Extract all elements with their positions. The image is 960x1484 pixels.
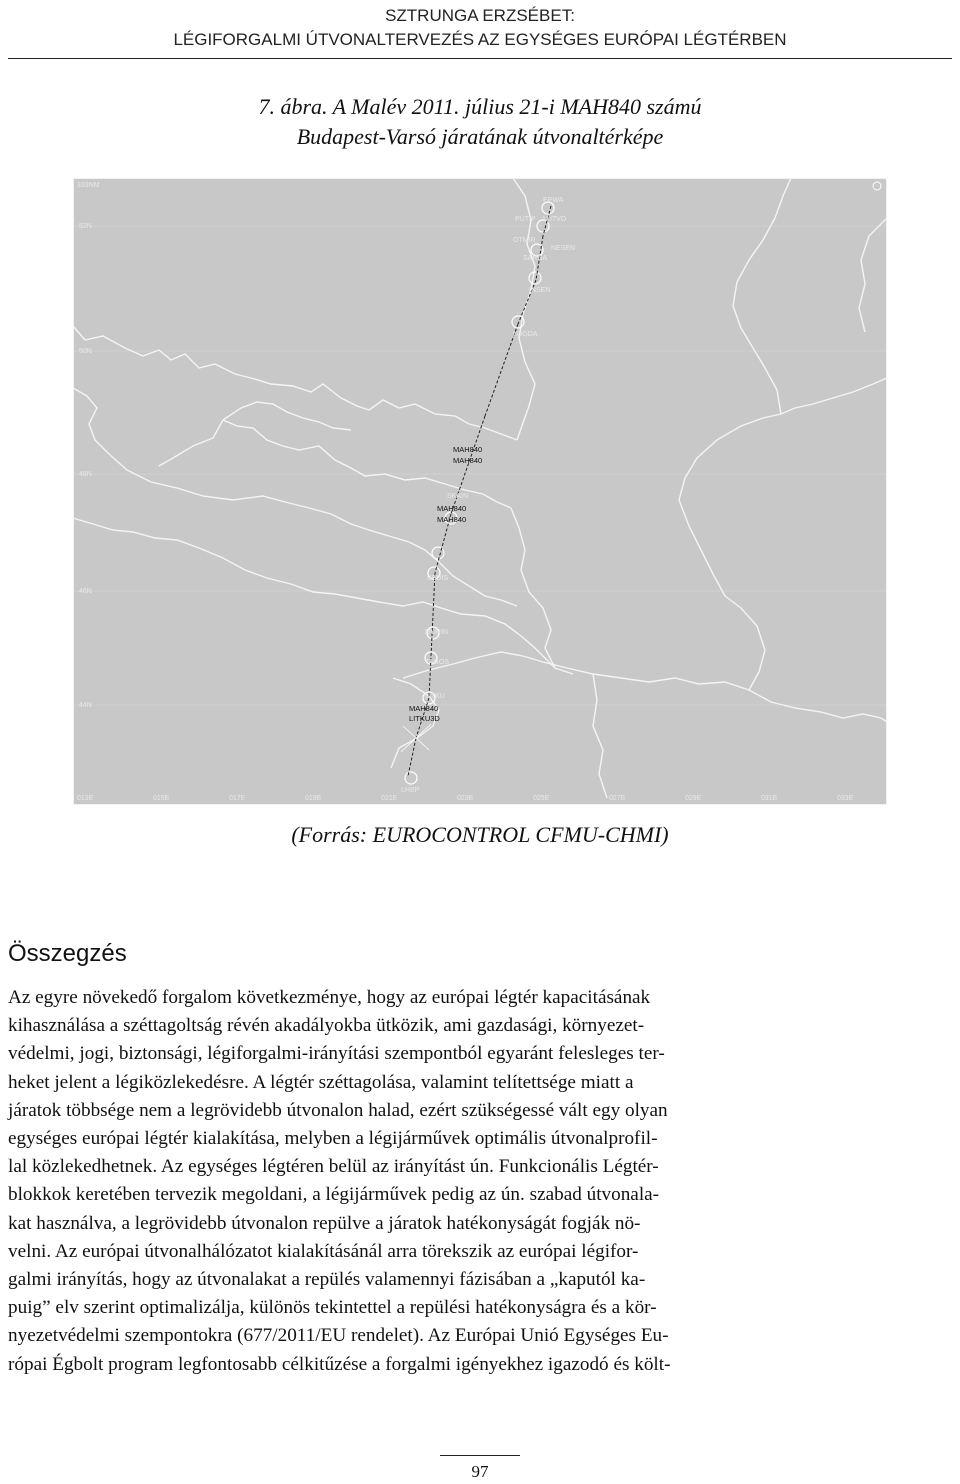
text-line: kat használva, a legrövidebb útvonalon repülve a járatok hatékonyságát fogják nö- bbox=[8, 1212, 641, 1234]
lat-label: 44N bbox=[79, 702, 92, 709]
waypoint-label: LITKU bbox=[425, 693, 445, 700]
lon-label: 033E bbox=[837, 795, 854, 802]
flight-label: MAH840 bbox=[437, 504, 467, 513]
lon-label: 027E bbox=[609, 795, 626, 802]
flight-label: MAH840 bbox=[409, 704, 439, 713]
lon-label: 013E bbox=[77, 795, 94, 802]
lat-label: 52N bbox=[79, 223, 92, 230]
section-heading: Összegzés bbox=[8, 940, 127, 967]
figure-source: (Forrás: EUROCONTROL CFMU-CHMI) bbox=[291, 822, 669, 847]
waypoint-label: EPWA bbox=[543, 197, 564, 204]
text-line: kihasználása a széttagoltság révén akadályokba ütközik, ami gazdasági, környezet- bbox=[8, 1015, 645, 1037]
waypoint-label: LUTVO bbox=[543, 216, 567, 223]
text-line: galmi irányítás, hogy az útvonalakat a repülés valamennyi fázisában a „kaputól ka- bbox=[8, 1269, 646, 1291]
waypoint-label: INSEN bbox=[529, 287, 551, 294]
lon-label: 023E bbox=[457, 795, 474, 802]
text-line: heket jelent a légiközlekedésre. A légtér széttagolása, valamint telítettsége miatt a bbox=[8, 1071, 634, 1093]
lat-label: 46N bbox=[79, 588, 92, 595]
lon-label: 025E bbox=[533, 795, 550, 802]
lat-label: 48N bbox=[79, 471, 92, 478]
waypoint-label: OTMIR bbox=[513, 237, 536, 244]
figure-caption bbox=[0, 92, 960, 152]
map-scale-label: 333NM bbox=[77, 182, 100, 189]
waypoint-label: MURIN bbox=[425, 629, 448, 636]
route-map bbox=[73, 178, 887, 805]
waypoint-label: LOGDA bbox=[513, 331, 538, 338]
waypoint-label: SARNA bbox=[523, 255, 548, 262]
text-line: Az egyre növekedő forgalom következménye, hogy az európai légtér kapacitásának bbox=[8, 987, 651, 1008]
header-divider bbox=[8, 58, 952, 59]
figure-caption-line-1: 7. ábra. A Malév 2011. július 21-i MAH840 számú bbox=[258, 94, 702, 119]
text-line: velni. Az európai útvonalhálózatot kialakításánál arra törekszik az európai légifor- bbox=[8, 1240, 639, 1262]
header-title: LÉGIFORGALMI ÚTVONALTERVEZÉS AZ EGYSÉGES EURÓPAI LÉGTÉRBEN bbox=[173, 30, 787, 49]
lon-label: 029E bbox=[685, 795, 702, 802]
text-line: védelmi, jogi, biztonsági, légiforgalmi-irányítási szempontból egyaránt felesleges ter- bbox=[8, 1043, 665, 1065]
lon-label: 019E bbox=[305, 795, 322, 802]
flight-label: MAH840 bbox=[437, 515, 467, 524]
waypoint-label: TAGOS bbox=[425, 659, 449, 666]
text-line: lal közlekedhetnek. Az egységes légtéren belül az irányítást ún. Funkcionális Légtér- bbox=[8, 1156, 659, 1178]
flight-label: MAH840 bbox=[453, 445, 483, 454]
header-author: SZTRUNGA ERZSÉBET: bbox=[385, 6, 575, 25]
running-header bbox=[0, 4, 960, 52]
figure-caption-line-2: Budapest-Varsó járatának útvonaltérképe bbox=[296, 124, 664, 149]
flight-label: LITKU3D bbox=[409, 714, 440, 723]
flight-label: MAH840 bbox=[453, 456, 483, 465]
body-paragraph bbox=[8, 984, 952, 1379]
text-line: egységes európai légtér kialakítása, melyben a légijárművek optimális útvonalprofil- bbox=[8, 1128, 658, 1150]
page-number: 97 bbox=[471, 1462, 489, 1481]
lon-label: 031E bbox=[761, 795, 778, 802]
waypoint-label: SKAIN bbox=[447, 493, 469, 500]
waypoint-label: PUTIP bbox=[515, 216, 536, 223]
lat-label: 50N bbox=[79, 348, 92, 355]
footer-divider bbox=[440, 1455, 520, 1456]
text-line: blokkok keretében tervezik megoldani, a légijárművek pedig az ún. szabad útvonala- bbox=[8, 1184, 660, 1206]
text-line: rópai Égbolt program legfontosabb célkitűzése a forgalmi igényekhez igazodó és költ- bbox=[8, 1353, 671, 1375]
lon-label: 021E bbox=[381, 795, 398, 802]
lon-label: 017E bbox=[229, 795, 246, 802]
waypoint-label: BEDIS bbox=[427, 575, 449, 582]
text-line: nyezetvédelmi szempontokra (677/2011/EU rendelet). Az Európai Unió Egységes Eu- bbox=[8, 1325, 669, 1347]
waypoint-label: NESEN bbox=[551, 245, 576, 252]
text-line: járatok többsége nem a legrövidebb útvonalon halad, ezért szükségessé vált egy olyan bbox=[8, 1099, 668, 1121]
text-line: puig” elv szerint optimalizálja, különös tekintettel a repülési hatékonyságra és a kör- bbox=[8, 1297, 657, 1319]
lon-label: 015E bbox=[153, 795, 170, 802]
waypoint-label: LHBP bbox=[401, 787, 420, 794]
